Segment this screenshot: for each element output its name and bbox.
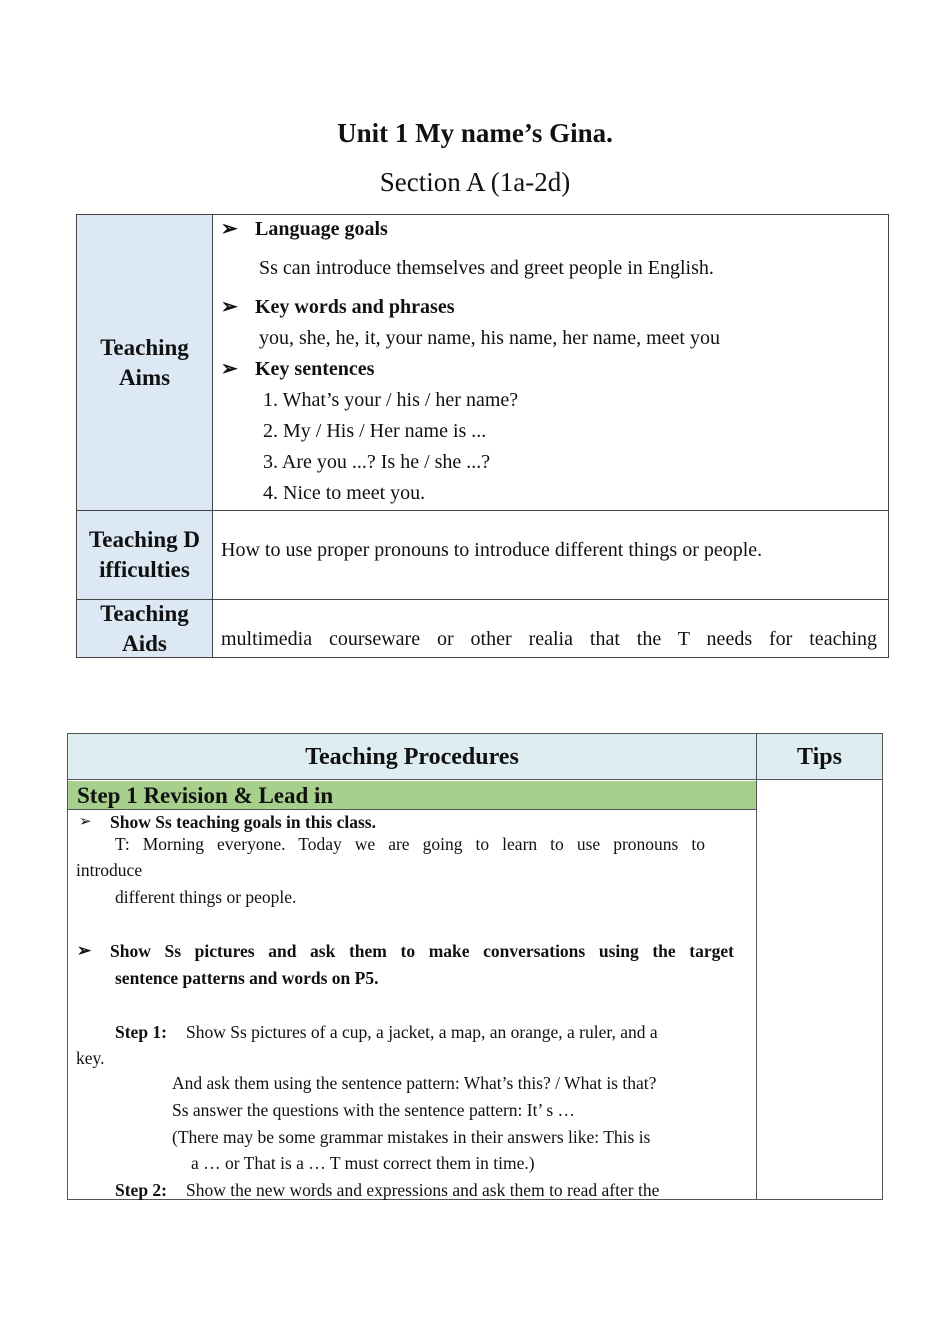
step1-text-cont: key.: [76, 1048, 105, 1068]
arrow-bullet-icon: ➢: [221, 218, 238, 240]
bullet-pictures-cont: sentence patterns and words on P5.: [115, 968, 379, 988]
document-subtitle: Section A (1a-2d): [379, 167, 571, 197]
step2-text: Show the new words and expressions and ask them to read after the: [186, 1180, 660, 1200]
teacher-line: introduce: [76, 860, 143, 880]
teaching-aims-label: Teaching Aims: [77, 215, 213, 510]
key-sentence: 3. Are you ...? Is he / she ...?: [263, 451, 491, 473]
teaching-difficulties-content: [213, 511, 888, 599]
difficulties-text: How to use proper pronouns to introduce different things or people.: [221, 539, 763, 561]
teaching-aims-content: [213, 215, 888, 510]
step1-line: (There may be some grammar mistakes in their answers like: This is: [172, 1127, 651, 1147]
key-sentence: 2. My / His / Her name is ...: [263, 420, 487, 442]
teacher-line: T: Morning everyone. Today we are going to learn to use pronouns to: [115, 834, 705, 854]
document-title: Unit 1 My name’s Gina.: [337, 118, 613, 148]
teacher-line: different things or people.: [115, 887, 297, 907]
aim-heading: Key sentences: [255, 358, 375, 380]
bullet-pictures: Show Ss pictures and ask them to make conversations using the target: [110, 941, 734, 961]
arrow-bullet-icon: ➢: [77, 941, 92, 960]
key-sentence: 4. Nice to meet you.: [263, 482, 426, 504]
arrow-bullet-icon: ➢: [221, 296, 238, 318]
step1-line: And ask them using the sentence pattern: What’s this? / What is that?: [172, 1073, 657, 1093]
key-sentence: 1. What’s your / his / her name?: [263, 389, 519, 411]
arrow-bullet-icon: ➢: [221, 358, 238, 380]
aim-line: you, she, he, it, your name, his name, her name, meet you: [259, 327, 720, 349]
step1-text: Show Ss pictures of a cup, a jacket, a map, an orange, a ruler, and a: [186, 1022, 658, 1042]
aim-heading: Language goals: [255, 218, 388, 240]
step1-line: a … or That is a … T must correct them in time.): [191, 1153, 535, 1173]
aim-heading: Key words and phrases: [255, 296, 455, 318]
column-divider: [756, 734, 757, 1199]
header-divider: [68, 779, 882, 780]
aim-line: Ss can introduce themselves and greet people in English.: [259, 257, 714, 279]
teaching-aids-content: [213, 600, 888, 657]
step2-label: Step 2:: [115, 1180, 168, 1200]
bullet-goals: Show Ss teaching goals in this class.: [110, 812, 376, 832]
overview-table: [76, 214, 889, 658]
aids-text: multimedia courseware or other realia that the T needs for teaching: [221, 628, 877, 650]
step1-label: Step 1:: [115, 1022, 168, 1042]
tips-header: Tips: [757, 734, 882, 780]
step1-line: Ss answer the questions with the sentence pattern: It’ s …: [172, 1100, 576, 1120]
step-title: Step 1 Revision & Lead in: [68, 781, 756, 810]
procedures-table: [67, 733, 883, 1200]
teaching-aids-label: Teaching Aids: [77, 600, 213, 657]
teaching-difficulties-label: Teaching Difficulties: [77, 511, 213, 599]
arrow-bullet-icon: ➢: [79, 814, 92, 830]
procedures-header: Teaching Procedures: [68, 734, 756, 780]
